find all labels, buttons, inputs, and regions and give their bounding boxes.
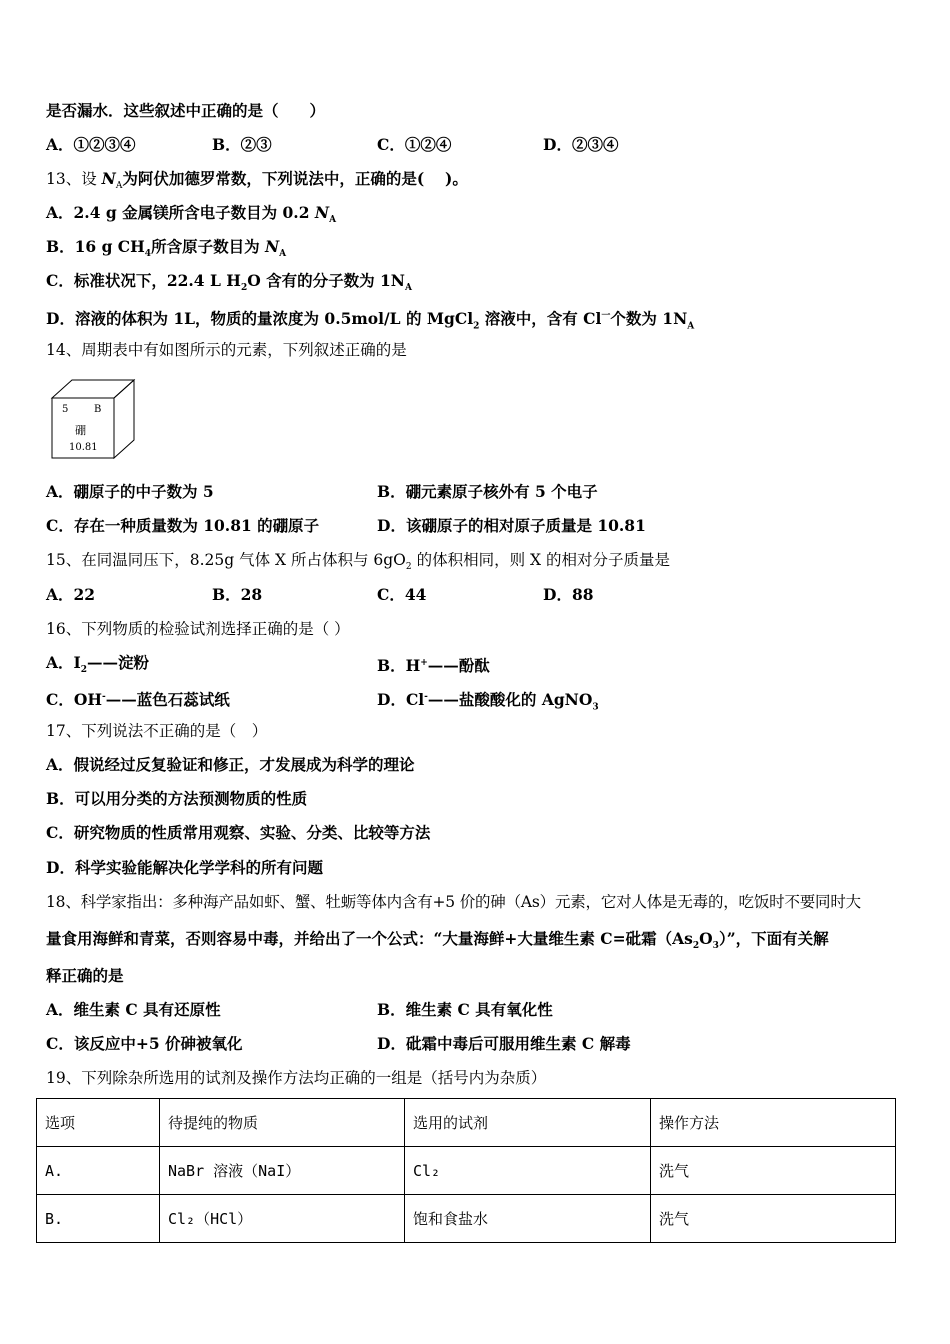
table-header-row — [37, 1099, 896, 1147]
table-cell: NaBr 溶液（NaI） — [160, 1147, 405, 1195]
q14-option-d: D．该硼原子的相对原子质量是 10.81 — [377, 516, 646, 535]
atomic-mass: 10.81 — [69, 442, 98, 453]
q15-option-c: C．44 — [377, 585, 427, 604]
q17-stem: 17、下列说法不正确的是（ ） — [46, 722, 268, 740]
table-cell: 洗气 — [651, 1147, 896, 1195]
q18-stem-line2: 量食用海鲜和青菜，否则容易中毒，并给出了一个公式：“大量海鲜+大量维生素 C=砒霜$(As_2O_3)$”，下面有关解 — [46, 929, 829, 952]
table-row — [37, 1195, 896, 1243]
q17-option-b: B．可以用分类的方法预测物质的性质 — [46, 789, 308, 808]
q13-option-b: B．16 g $CH_4$所含原子数目为 $N_A$ — [46, 237, 287, 260]
q17-option-c: C．研究物质的性质常用观察、实验、分类、比较等方法 — [46, 823, 431, 842]
table-row — [37, 1147, 896, 1195]
q14-option-a: A．硼原子的中子数为 5 — [46, 482, 214, 501]
atomic-number: 5 — [62, 404, 69, 415]
q16-stem: 16、下列物质的检验试剂选择正确的是（ ） — [46, 620, 350, 638]
q19-table — [36, 1098, 896, 1243]
q12-option-a: A．①②③④ — [46, 135, 136, 154]
header-reagent: 选用的试剂 — [405, 1099, 651, 1147]
q13-stem: 13、设 $N_A$为阿伏加德罗常数，下列说法中，正确的是( )。 — [46, 169, 468, 192]
q15-option-d: D．88 — [543, 585, 594, 604]
q16-option-a: A．$I_2——$淀粉 — [46, 653, 150, 676]
q17-option-a: A．假说经过反复验证和修正，才发展成为科学的理论 — [46, 755, 415, 774]
q19-stem: 19、下列除杂所选用的试剂及操作方法均正确的一组是（括号内为杂质） — [46, 1069, 547, 1087]
q16-option-d: D．Cl-——盐酸酸化的 AgNO$_3$ — [377, 690, 599, 713]
q12-option-c: C．①②④ — [377, 135, 452, 154]
q18-option-d: D．砒霜中毒后可服用维生素 C 解毒 — [377, 1034, 631, 1053]
q12-option-b: B．②③ — [212, 135, 272, 154]
q13-option-d: D．溶液的体积为 1L，物质的量浓度为 0.5mol/L 的 MgCl$_2$ 溶液中，含有 $Cl^一$个数为 $1N_A$ — [46, 309, 695, 332]
q15-stem: 15、在同温同压下，8.25g 气体 X 所占体积与 $6gO_2$ 的体积相同，则 X 的相对分子质量是 — [46, 551, 670, 573]
header-method: 操作方法 — [651, 1099, 896, 1147]
q18-stem-line3: 释正确的是 — [46, 966, 124, 985]
element-symbol: B — [94, 404, 102, 415]
q15-option-b: B．28 — [212, 585, 263, 604]
header-substance: 待提纯的物质 — [160, 1099, 405, 1147]
element-name: 硼 — [75, 424, 86, 437]
q14-stem: 14、周期表中有如图所示的元素，下列叙述正确的是 — [46, 341, 407, 359]
table-cell: B. — [37, 1195, 160, 1243]
q18-option-a: A．维生素 C 具有还原性 — [46, 1000, 221, 1019]
q12-tail: 是否漏水．这些叙述中正确的是（ ） — [46, 101, 326, 120]
q15-option-a: A．22 — [46, 585, 96, 604]
q13-option-a: A．2.4 g 金属镁所含电子数目为 0.2 $N_A$ — [46, 203, 337, 226]
q17-option-d: D．科学实验能解决化学学科的所有问题 — [46, 858, 323, 877]
table-cell: A. — [37, 1147, 160, 1195]
boron-element-cell — [50, 378, 140, 464]
q14-option-c: C．存在一种质量数为 10.81 的硼原子 — [46, 516, 320, 535]
q18-stem-line1: 18、科学家指出：多种海产品如虾、蟹、牡蛎等体内含有+5 价的砷（As）元素，它对人体是无毒的，吃饭时不要同时大 — [46, 893, 861, 911]
q12-option-d: D．②③④ — [543, 135, 619, 154]
table-cell: Cl₂ — [405, 1147, 651, 1195]
q18-option-b: B．维生素 C 具有氧化性 — [377, 1000, 553, 1019]
q13-option-c: C．标准状况下，22.4 L $H_2O$ 含有的分子数为 $1N_A$ — [46, 271, 412, 294]
table-cell: Cl₂（HCl） — [160, 1195, 405, 1243]
header-option: 选项 — [37, 1099, 160, 1147]
q16-option-c: C．OH-——蓝色石蕊试纸 — [46, 690, 230, 710]
q14-option-b: B．硼元素原子核外有 5 个电子 — [377, 482, 598, 501]
q16-option-b: B．H+——酚酞 — [377, 656, 490, 676]
q18-option-c: C．该反应中+5 价砷被氧化 — [46, 1034, 243, 1053]
table-cell: 饱和食盐水 — [405, 1195, 651, 1243]
table-cell: 洗气 — [651, 1195, 896, 1243]
